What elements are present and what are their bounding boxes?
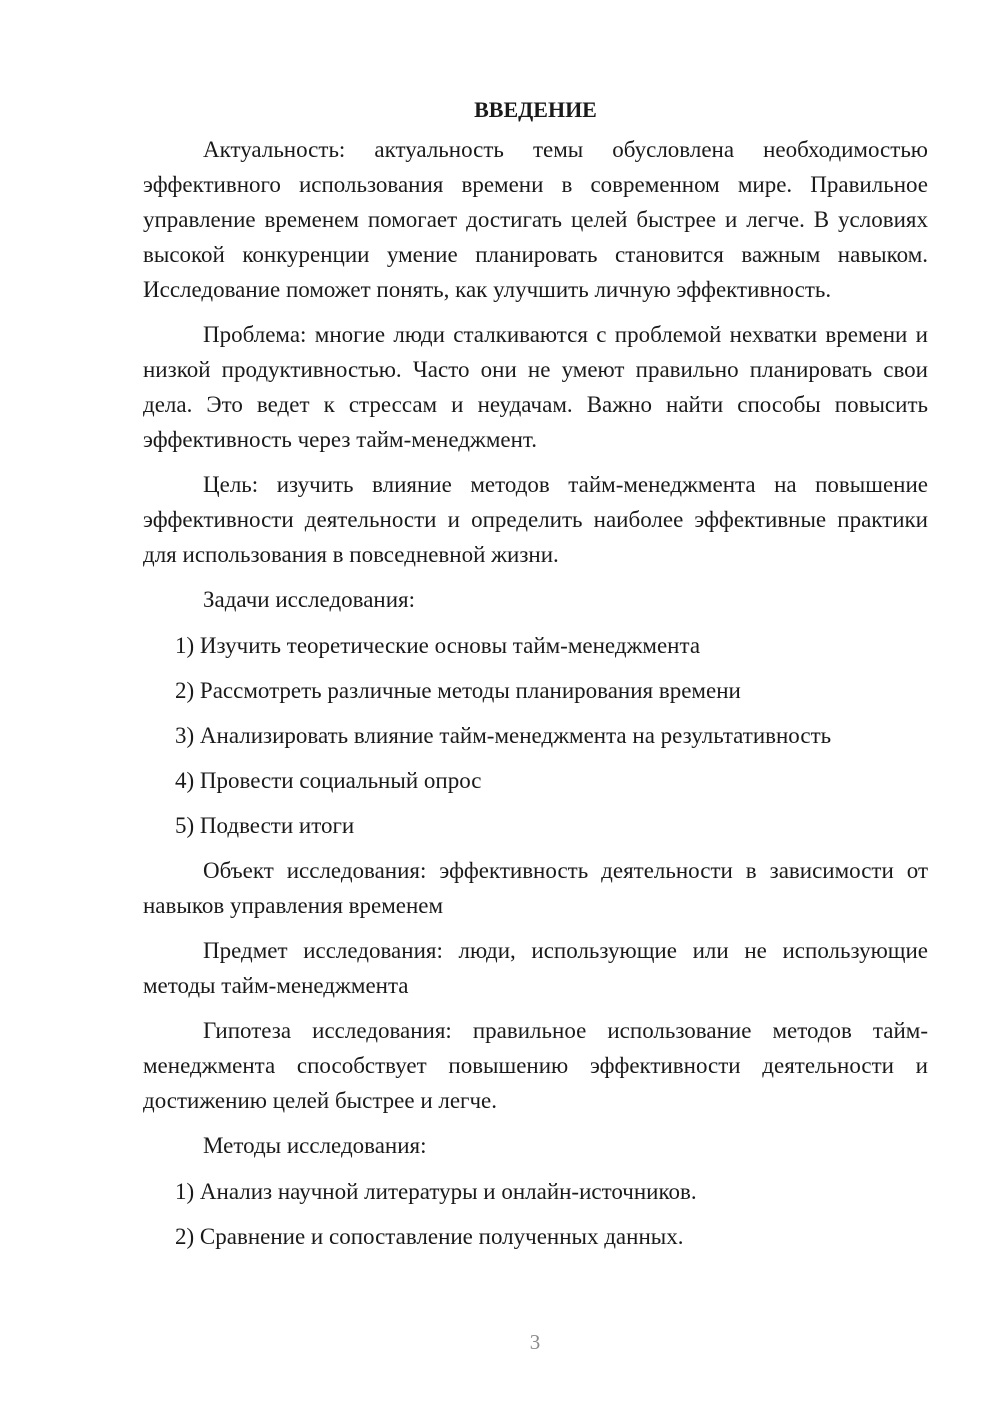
tasks-label: Задачи исследования: — [203, 587, 416, 612]
task-text: Изучить теоретические основы тайм-менеджмента — [199, 633, 701, 658]
method-number: 2) — [175, 1224, 195, 1249]
task-number: 4) — [175, 768, 195, 793]
section-title: ВВЕДЕНИЕ — [474, 97, 597, 122]
task-text: Анализировать влияние тайм-менеджмента на результативность — [199, 723, 832, 748]
task-number: 5) — [175, 813, 195, 838]
task-text: Подвести итоги — [199, 813, 355, 838]
task-item — [143, 718, 928, 753]
task-text: Рассмотреть различные методы планирования времени — [199, 678, 741, 703]
method-text: Анализ научной литературы и онлайн-источников. — [199, 1179, 697, 1204]
subject-paragraph: Предмет исследования: люди, использующие или не использующие методы тайм-менеджмента — [143, 938, 928, 998]
method-item — [143, 1219, 928, 1254]
task-item — [143, 763, 928, 798]
task-number: 1) — [175, 633, 195, 658]
document-body — [143, 92, 928, 1264]
methods-label: Методы исследования: — [203, 1133, 427, 1158]
method-item — [143, 1174, 928, 1209]
task-item — [143, 673, 928, 708]
method-number: 1) — [175, 1179, 195, 1204]
goal-paragraph: Цель: изучить влияние методов тайм-менеджмента на повышение эффективности деятельности и определить наиболее эффективные практики для использования в повседневной жизни. — [143, 472, 928, 567]
task-item — [143, 628, 928, 663]
object-paragraph: Объект исследования: эффективность деятельности в зависимости от навыков управления временем — [143, 858, 928, 918]
problem-paragraph: Проблема: многие люди сталкиваются с проблемой нехватки времени и низкой продуктивностью. Часто они не умеют правильно планировать свои дела. Это ведет к стрессам и неудачам. Важно найти способы повысить эффективность через тайм-менеджмент. — [143, 322, 928, 452]
relevance-paragraph: Актуальность: актуальность темы обусловлена необходимостью эффективного использования времени в современном мире. Правильное управление временем помогает достигать целей быстрее и легче. В условиях высокой конкуренции умение планировать становится важным навыком. Исследование поможет понять, как улучшить личную эффективность. — [143, 137, 928, 302]
task-number: 3) — [175, 723, 195, 748]
task-item — [143, 808, 928, 843]
hypothesis-paragraph: Гипотеза исследования: правильное использование методов тайм-менеджмента способствует повышению эффективности деятельности и достижению целей быстрее и легче. — [143, 1018, 928, 1113]
tasks-list — [143, 628, 928, 843]
task-number: 2) — [175, 678, 195, 703]
methods-list — [143, 1174, 928, 1254]
method-text: Сравнение и сопоставление полученных данных. — [199, 1224, 684, 1249]
page-number: 3 — [529, 1330, 541, 1354]
task-text: Провести социальный опрос — [199, 768, 482, 793]
